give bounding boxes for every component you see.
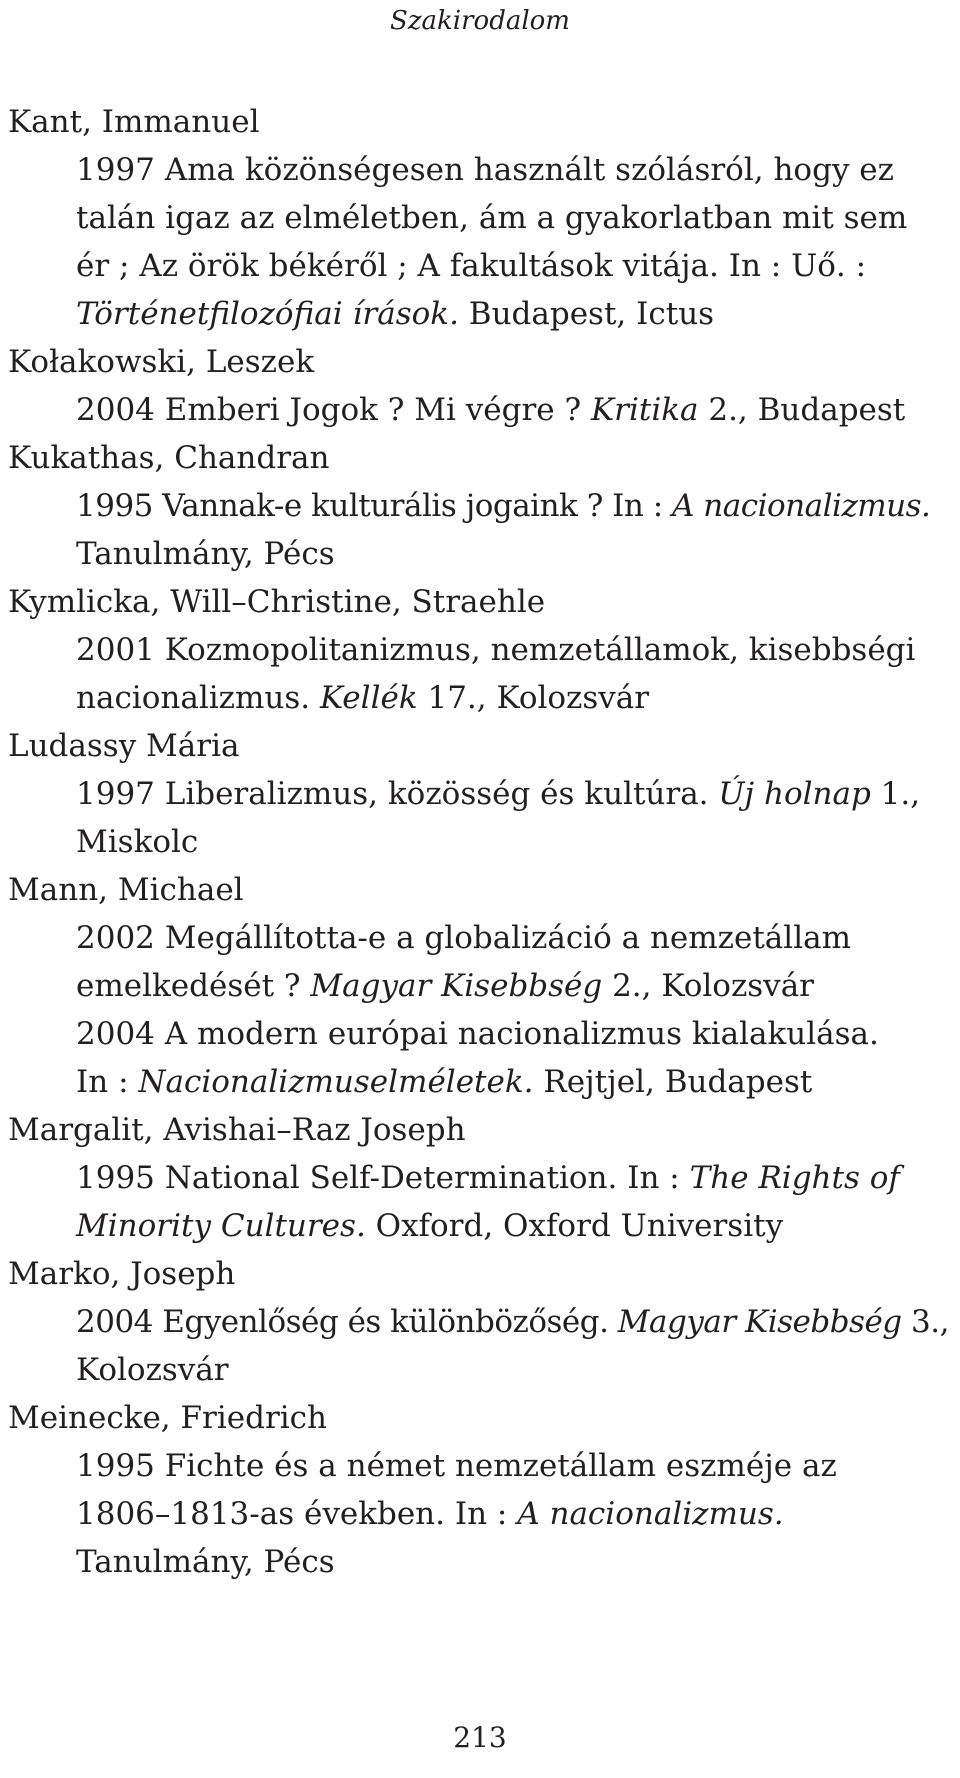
citation-line [76,1058,954,1106]
text-segment: 1806–1813-as években. In : [76,1496,518,1532]
italic-title-segment: Kellék [319,680,418,716]
italic-title-segment: Nacionalizmuselméletek. [138,1064,534,1100]
citation-line [76,146,954,194]
text-segment: talán igaz az elméletben, ám a gyakorlatban mit sem [76,200,908,236]
citation-line [76,914,954,962]
citation-line [76,626,954,674]
citation-line [76,1490,954,1538]
text-segment: 1995 National Self-Determination. In : [76,1160,690,1196]
text-segment: Rejtjel, Budapest [533,1064,813,1100]
italic-title-segment: A nacionalizmus. [517,1496,784,1532]
text-segment: ér ; Az örök békéről ; A fakultások vitája. In : Uő. : [76,248,867,284]
text-segment: Tanulmány, Pécs [76,536,335,572]
text-segment: 3., [901,1304,949,1340]
work-citation [8,626,954,722]
author-name: Kant, Immanuel [8,104,260,140]
author-name: Kołakowski, Leszek [8,344,315,380]
running-head: Szakirodalom [390,6,570,36]
text-segment: 2004 Emberi Jogok ? Mi végre ? [76,392,591,428]
citation-line [76,530,954,578]
text-segment: 1995 Vannak-e kulturális jogaink ? In : [76,488,673,524]
text-segment: 1997 Liberalizmus, közösség és kultúra. [76,776,719,812]
citation-line [76,818,954,866]
work-citation [8,146,954,338]
work-citation [8,1010,954,1106]
text-segment: In : [76,1064,139,1100]
italic-title-segment: Magyar Kisebbség [310,968,603,1004]
text-segment: 2., Budapest [698,392,906,428]
text-segment: 1., [870,776,921,812]
italic-title-segment: Történetfilozófiai írások. [76,296,459,332]
text-segment: 2004 A modern európai nacionalizmus kialakulása. [76,1016,879,1052]
text-segment: 2002 Megállította-e a globalizáció a nemzetállam [76,920,851,956]
citation-line [76,770,954,818]
text-segment: Oxford, Oxford University [365,1208,784,1244]
citation-line [76,1202,954,1250]
citation-line [76,386,954,434]
text-segment: Budapest, Ictus [458,296,715,332]
author-name: Kukathas, Chandran [8,440,330,476]
work-citation [8,770,954,866]
italic-title-segment: A nacionalizmus. [672,488,931,524]
citation-line [76,1346,954,1394]
italic-title-segment: Kritika [590,392,699,428]
citation-line [76,1442,954,1490]
text-segment: 2., Kolozsvár [602,968,814,1004]
work-citation [8,1298,954,1394]
text-segment: emelkedését ? [76,968,311,1004]
author-name: Meinecke, Friedrich [8,1400,328,1436]
citation-line [76,1010,954,1058]
author-name: Ludassy Mária [8,728,240,764]
citation-line [76,1538,954,1586]
work-citation [8,914,954,1010]
italic-title-segment: The Rights of [689,1160,900,1196]
citation-line [76,482,954,530]
work-citation [8,1442,954,1586]
text-segment: 2001 Kozmopolitanizmus, nemzetállamok, kisebbségi [76,632,916,668]
author-name: Margalit, Avishai–Raz Joseph [8,1112,466,1148]
citation-line [76,962,954,1010]
text-segment: 17., Kolozsvár [417,680,650,716]
text-segment: Miskolc [76,824,199,860]
work-citation [8,482,954,578]
citation-line [76,674,954,722]
page-number: 213 [453,1721,507,1754]
text-segment: Tanulmány, Pécs [76,1544,335,1580]
work-citation [8,1154,954,1250]
work-citation [8,386,954,434]
citation-line [76,1154,954,1202]
italic-title-segment: Minority Cultures. [76,1208,366,1244]
text-segment: 1995 Fichte és a német nemzetállam eszméje az [76,1448,837,1484]
bibliography-list [8,98,954,1586]
citation-line [76,290,954,338]
text-segment: nacionalizmus. [76,680,320,716]
author-name: Marko, Joseph [8,1256,236,1292]
text-segment: Kolozsvár [76,1352,229,1388]
citation-line [76,242,954,290]
citation-line [76,1298,954,1346]
italic-title-segment: Új holnap [718,776,871,812]
text-segment: 2004 Egyenlőség és különbözőség. [76,1304,618,1340]
author-name: Kymlicka, Will–Christine, Straehle [8,584,546,620]
citation-line [76,194,954,242]
italic-title-segment: Magyar Kisebbség [617,1304,902,1340]
text-segment: 1997 Ama közönségesen használt szólásról, hogy ez [76,152,894,188]
author-name: Mann, Michael [8,872,244,908]
